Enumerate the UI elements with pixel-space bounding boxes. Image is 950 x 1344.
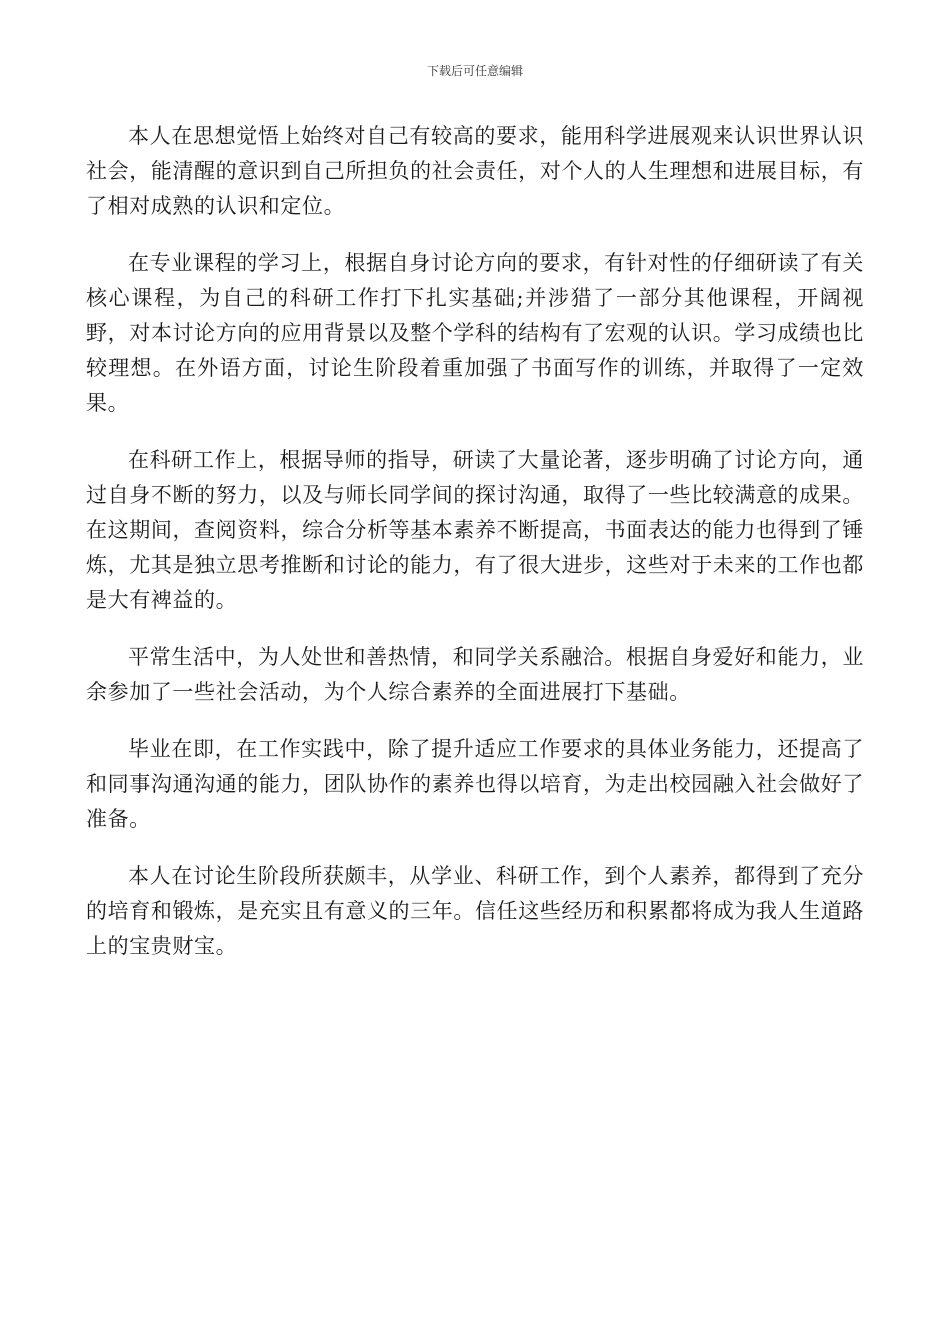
paragraph-graduation: 毕业在即，在工作实践中，除了提升适应工作要求的具体业务能力，还提高了和同事沟通沟通的能力，团队协作的素养也得以培育，为走出校园融入社会做好了准备。 — [86, 737, 864, 831]
document-body — [86, 119, 864, 986]
paragraph-research: 在科研工作上，根据导师的指导，研读了大量论著，逐步明确了讨论方向，通过自身不断的努力，以及与师长同学间的探讨沟通，取得了一些比较满意的成果。在这期间，查阅资料，综合分析等基本素养不断提高，书面表达的能力也得到了锤炼，尤其是独立思考推断和讨论的能力，有了很大进步，这些对于未来的工作也都是大有裨益的。 — [86, 448, 864, 612]
paragraph-ideology: 本人在思想觉悟上始终对自己有较高的要求，能用科学进展观来认识世界认识社会，能清醒的意识到自己所担负的社会责任，对个人的人生理想和进展目标，有了相对成熟的认识和定位。 — [86, 124, 864, 218]
page-header: 下载后可任意编辑 — [426, 64, 523, 78]
paragraph-coursework: 在专业课程的学习上，根据自身讨论方向的要求，有针对性的仔细研读了有关核心课程，为自己的科研工作打下扎实基础;并涉猎了一部分其他课程，开阔视野，对本讨论方向的应用背景以及整个学科的结构有了宏观的认识。学习成绩也比较理想。在外语方面，讨论生阶段着重加强了书面写作的训练，并取得了一定效果。 — [86, 251, 864, 415]
paragraph-summary: 本人在讨论生阶段所获颇丰，从学业、科研工作，到个人素养，都得到了充分的培育和锻炼，是充实且有意义的三年。信任这些经历和积累都将成为我人生道路上的宝贵财宝。 — [86, 864, 864, 958]
paragraph-daily-life: 平常生活中，为人处世和善热情，和同学关系融洽。根据自身爱好和能力，业余参加了一些社会活动，为个人综合素养的全面进展打下基础。 — [86, 645, 864, 704]
